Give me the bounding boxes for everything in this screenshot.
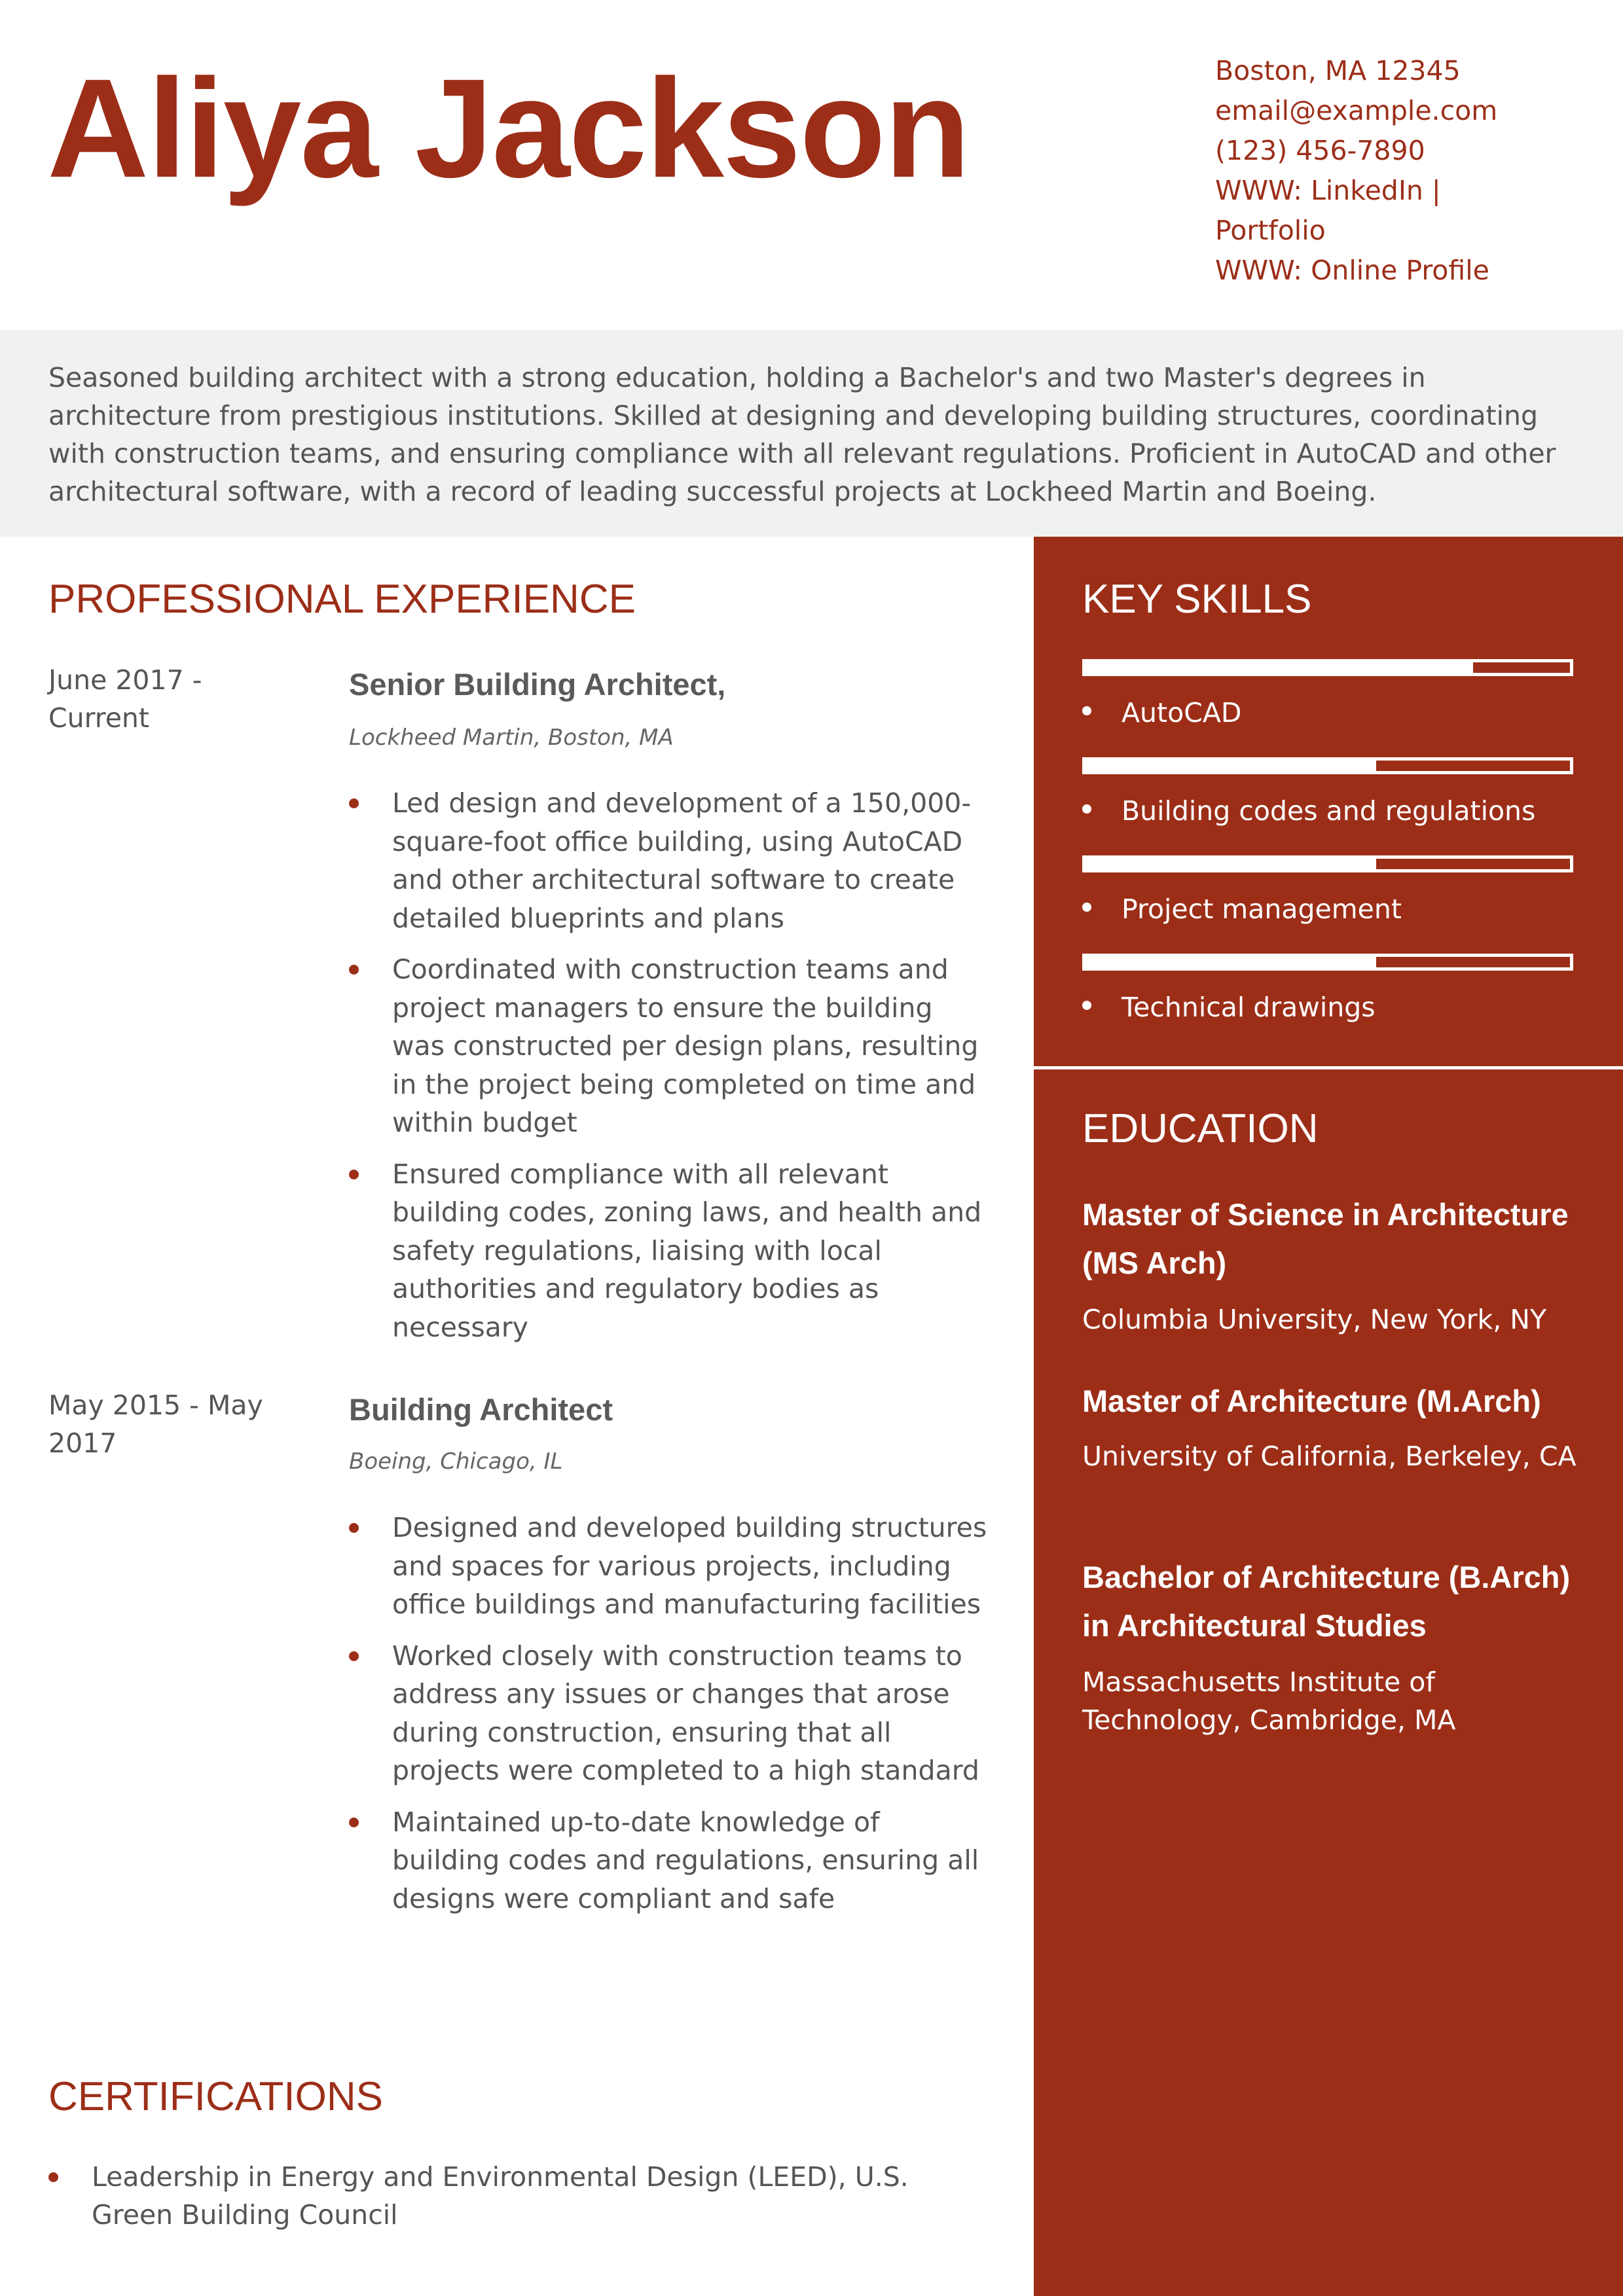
bullet-dot-icon (349, 1170, 359, 1179)
job-bullet (349, 1155, 991, 1347)
education-degree: Bachelor of Architecture (B.Arch) in Architectural Studies (1082, 1560, 1571, 1643)
job-bullet (349, 1803, 991, 1918)
bullet-dot-icon (349, 1651, 359, 1661)
skill-level-bar (1082, 659, 1573, 676)
sidebar-divider (1034, 1066, 1623, 1069)
job-date-start: May 2015 - May (48, 1390, 263, 1421)
job-date-range (48, 1386, 310, 1462)
job-date-end: 2017 (48, 1427, 117, 1459)
skill-label: Building codes and regulations (1122, 795, 1536, 827)
skill-label: Technical drawings (1122, 992, 1376, 1023)
job-date-start: June 2017 - (48, 664, 202, 696)
skill-item (1082, 793, 1535, 829)
contact-location: Boston, MA 12345 (1215, 55, 1461, 86)
education-school: Massachusetts Institute of Technology, Cambridge, MA (1082, 1666, 1456, 1736)
job-bullet-text: Ensured compliance with all relevant building codes, zoning laws, and health and safety regulations, liaising with local authorities and regulatory bodies as necessary (392, 1158, 982, 1343)
skill-item (1082, 989, 1376, 1026)
professional-summary: Seasoned building architect with a strong education, holding a Bachelor's and two Master's degrees in architecture from prestigious institutions. Skilled at designing and developing building structures, coordinating with construction teams, and ensuring compliance with all relevant regulations. Proficient in AutoCAD and other architectural software, with a record of leading successful projects at Lockheed Martin and Boeing. (48, 362, 1556, 507)
bullet-dot-icon (349, 1523, 359, 1533)
education-degree: Master of Science in Architecture (MS Arch) (1082, 1197, 1569, 1280)
contact-email[interactable]: email@example.com (1215, 95, 1498, 126)
job-bullet (349, 784, 991, 937)
education-school: Columbia University, New York, NY (1082, 1304, 1547, 1335)
contact-phone: (123) 456-7890 (1215, 135, 1425, 166)
skill-label: AutoCAD (1122, 697, 1242, 728)
experience-heading: PROFESSIONAL EXPERIENCE (48, 577, 636, 622)
certification-list (48, 2158, 978, 2234)
skill-level-bar (1082, 757, 1573, 774)
bullet-dot-icon (349, 965, 359, 975)
bullet-dot-icon (1082, 706, 1091, 715)
candidate-name: Aliya Jackson (47, 49, 970, 207)
certifications-heading: CERTIFICATIONS (48, 2074, 383, 2119)
job-title: Building Architect (349, 1392, 613, 1427)
contact-online-profile-link[interactable]: WWW: Online Profile (1215, 255, 1489, 286)
job-company: Boeing, Chicago, IL (349, 1448, 563, 1475)
job-bullet (349, 950, 991, 1142)
skill-item (1082, 694, 1241, 731)
education-degree: Master of Architecture (M.Arch) (1082, 1384, 1541, 1418)
job-bullet (349, 1637, 991, 1790)
job-company: Lockheed Martin, Boston, MA (349, 725, 674, 751)
job-bullet-text: Led design and development of a 150,000-square-foot office building, using AutoCAD and other architectural software to create detailed blueprints and plans (392, 787, 972, 934)
job-bullet-list (349, 784, 991, 1359)
skills-heading: KEY SKILLS (1082, 577, 1312, 622)
skill-level-fill (1085, 859, 1376, 869)
certification-item (48, 2158, 978, 2234)
skill-item (1082, 891, 1402, 927)
certification-text: Leadership in Energy and Environmental Design (LEED), U.S. Green Building Council (92, 2161, 909, 2231)
skill-level-fill (1085, 761, 1376, 771)
contact-block (1215, 51, 1582, 291)
skill-label: Project management (1122, 893, 1402, 925)
skill-level-fill (1085, 957, 1376, 967)
education-heading: EDUCATION (1082, 1106, 1319, 1151)
job-bullet-list (349, 1509, 991, 1931)
contact-portfolio-link[interactable]: Portfolio (1215, 215, 1326, 246)
bullet-dot-icon (349, 1818, 359, 1827)
job-bullet-text: Maintained up-to-date knowledge of building codes and regulations, ensuring all designs were compliant and safe (392, 1806, 979, 1914)
job-date-end: Current (48, 702, 149, 734)
bullet-dot-icon (48, 2172, 58, 2182)
skill-level-fill (1085, 662, 1473, 673)
education-school: University of California, Berkeley, CA (1082, 1441, 1577, 1472)
job-title: Senior Building Architect, (349, 667, 726, 702)
bullet-dot-icon (349, 798, 359, 808)
skill-level-bar (1082, 954, 1573, 971)
job-date-range (48, 661, 310, 737)
job-bullet (349, 1509, 991, 1624)
skill-level-bar (1082, 855, 1573, 872)
job-bullet-text: Designed and developed building structures and spaces for various projects, including office buildings and manufacturing facilities (392, 1512, 987, 1620)
bullet-dot-icon (1082, 903, 1091, 912)
contact-linkedin-link[interactable]: WWW: LinkedIn | (1215, 175, 1441, 206)
bullet-dot-icon (1082, 804, 1091, 814)
bullet-dot-icon (1082, 1001, 1091, 1010)
job-bullet-text: Coordinated with construction teams and project managers to ensure the building was constructed per design plans, resulting in the project being completed on time and within budget (392, 954, 979, 1138)
job-bullet-text: Worked closely with construction teams to address any issues or changes that arose during construction, ensuring that all projects were completed to a high standard (392, 1640, 979, 1786)
